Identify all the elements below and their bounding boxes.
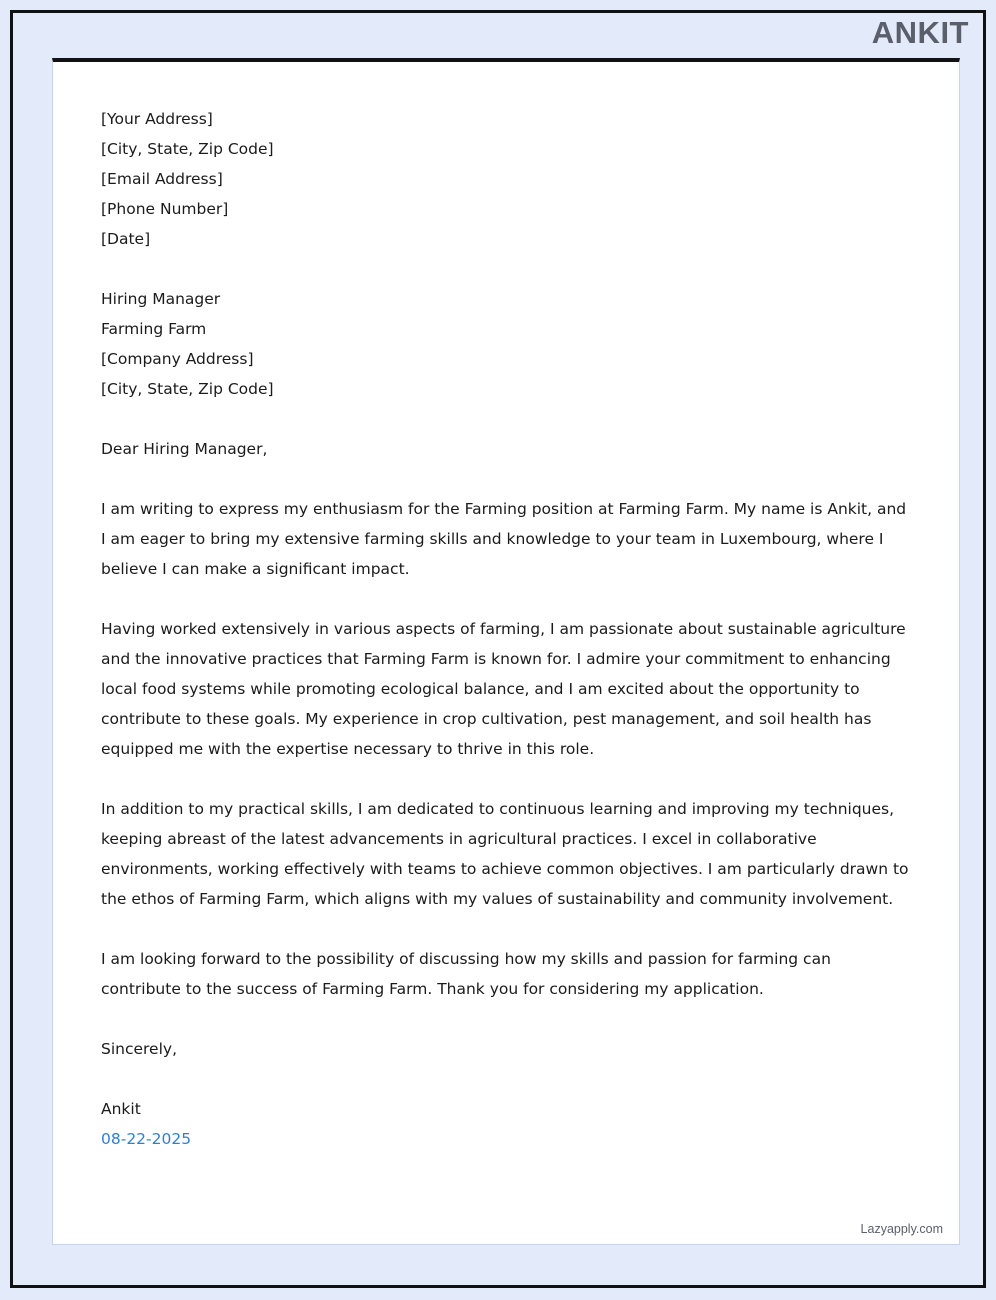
sender-address-line: [Date] <box>101 230 151 248</box>
cover-letter-sheet <box>52 58 960 1245</box>
closing: Sincerely, <box>101 1040 178 1058</box>
recipient-address-line: [City, State, Zip Code] <box>101 380 274 398</box>
sender-address-line: [City, State, Zip Code] <box>101 140 274 158</box>
sender-address-line: [Email Address] <box>101 170 223 188</box>
recipient-address-block <box>101 284 911 404</box>
salutation: Dear Hiring Manager, <box>101 440 268 458</box>
sender-address-line: [Phone Number] <box>101 200 229 218</box>
signature-name: Ankit <box>101 1100 141 1118</box>
footer-credit: Lazyapply.com <box>860 1222 943 1236</box>
document-frame <box>10 10 986 1288</box>
letter-paragraph: Having worked extensively in various aspects of farming, I am passionate about sustainable agriculture and the innovative practices that Farming Farm is known for. I admire your commitment to enhancing local food systems while promoting ecological balance, and I am excited about the opportunity to contribute to these goals. My experience in crop cultivation, pest management, and soil health has equipped me with the expertise necessary to thrive in this role. <box>101 620 906 758</box>
letter-paragraph: I am writing to express my enthusiasm for the Farming position at Farming Farm. My name is Ankit, and I am eager to bring my extensive farming skills and knowledge to your team in Luxembourg, where I believe I can make a significant impact. <box>101 500 907 578</box>
letter-paragraph: I am looking forward to the possibility of discussing how my skills and passion for farming can contribute to the success of Farming Farm. Thank you for considering my application. <box>101 950 831 998</box>
letter-paragraph: In addition to my practical skills, I am dedicated to continuous learning and improving my techniques, keeping abreast of the latest advancements in agricultural practices. I excel in collaborative environments, working effectively with teams to achieve common objectives. I am particularly drawn to the ethos of Farming Farm, which aligns with my values of sustainability and community involvement. <box>101 800 909 908</box>
recipient-address-line: [Company Address] <box>101 350 254 368</box>
cover-letter-body <box>53 62 959 1154</box>
recipient-address-line: Farming Farm <box>101 320 207 338</box>
sender-address-block <box>101 104 911 254</box>
page-title: ANKIT <box>871 15 969 50</box>
document-header <box>13 13 983 55</box>
recipient-address-line: Hiring Manager <box>101 290 221 308</box>
sender-address-line: [Your Address] <box>101 110 213 128</box>
letter-date: 08-22-2025 <box>101 1130 192 1148</box>
